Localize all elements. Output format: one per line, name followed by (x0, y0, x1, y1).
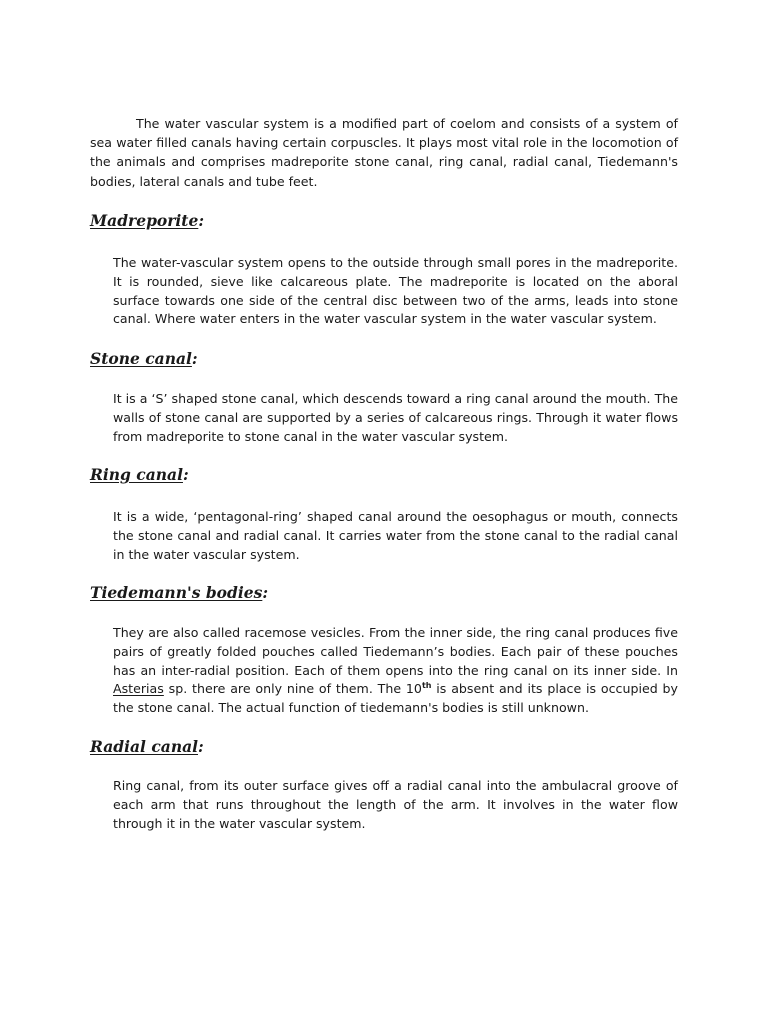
heading-tiedemanns-bodies (90, 583, 678, 603)
heading-madreporite-colon: : (198, 211, 205, 230)
ordinal-superscript: th (421, 681, 432, 691)
heading-madreporite-text: Madreporite (90, 211, 199, 230)
heading-tiedemanns-bodies-colon: : (262, 583, 269, 602)
heading-radial-canal-text: Radial canal (90, 737, 199, 756)
body-ring-canal: It is a wide, ‘pentagonal-ring’ shaped canal around the oesophagus or mouth, connects the stone canal and radial canal. It carries water from the stone canal to the radial canal in the water vascular system. (113, 509, 678, 562)
heading-tiedemanns-bodies-text: Tiedemann's bodies (90, 583, 263, 602)
heading-stone-canal-text: Stone canal (90, 349, 192, 368)
heading-ring-canal-text: Ring canal (90, 465, 183, 484)
tiedemann-text-part1: They are also called racemose vesicles. From the inner side, the ring canal produces five pairs of greatly folded pouches called Tiedemann’s bodies. Each pair of these pouches has an inter-radial position. Each of them opens into the ring canal on its inner side. In (113, 625, 678, 678)
body-tiedemanns-bodies (113, 624, 678, 718)
heading-radial-canal (90, 737, 678, 757)
heading-radial-canal-colon: : (198, 737, 204, 756)
intro-paragraph: The water vascular system is a modified part of coelom and consists of a system of sea water filled canals having certain corpuscles. It plays most vital role in the locomotion of the animals and comprises madreporite stone canal, ring canal, radial canal, Tiedemann's bodies, lateral canals and tube feet. (90, 116, 678, 189)
genus-asterias: Asterias (113, 681, 164, 697)
heading-stone-canal-colon: : (191, 349, 198, 368)
heading-ring-canal (90, 465, 678, 485)
heading-madreporite (90, 211, 678, 231)
body-madreporite: The water-vascular system opens to the outside through small pores in the madreporite. It is rounded, sieve like calcareous plate. The madreporite is located on the aboral surface towards one side of the central disc between two of the arms, leads into stone canal. Where water enters in the water vascular system in the water vascular system. (113, 255, 678, 327)
tiedemann-text-part3: is absent and its place is occupied by the stone canal. The actual function of tiedemann's bodies is still unknown. (113, 681, 678, 716)
heading-ring-canal-colon: : (182, 465, 189, 484)
body-radial-canal: Ring canal, from its outer surface gives off a radial canal into the ambulacral groove of each arm that runs throughout the length of the arm. It involves in the water flow through it in the water vascular system. (113, 778, 678, 831)
tiedemann-text-part2: sp. there are only nine of them. The 10 (163, 681, 422, 697)
body-stone-canal: It is a ‘S’ shaped stone canal, which descends toward a ring canal around the mouth. The walls of stone canal are supported by a series of calcareous rings. Through it water flows from madreporite to stone canal in the water vascular system. (113, 391, 678, 444)
heading-stone-canal (90, 349, 678, 369)
